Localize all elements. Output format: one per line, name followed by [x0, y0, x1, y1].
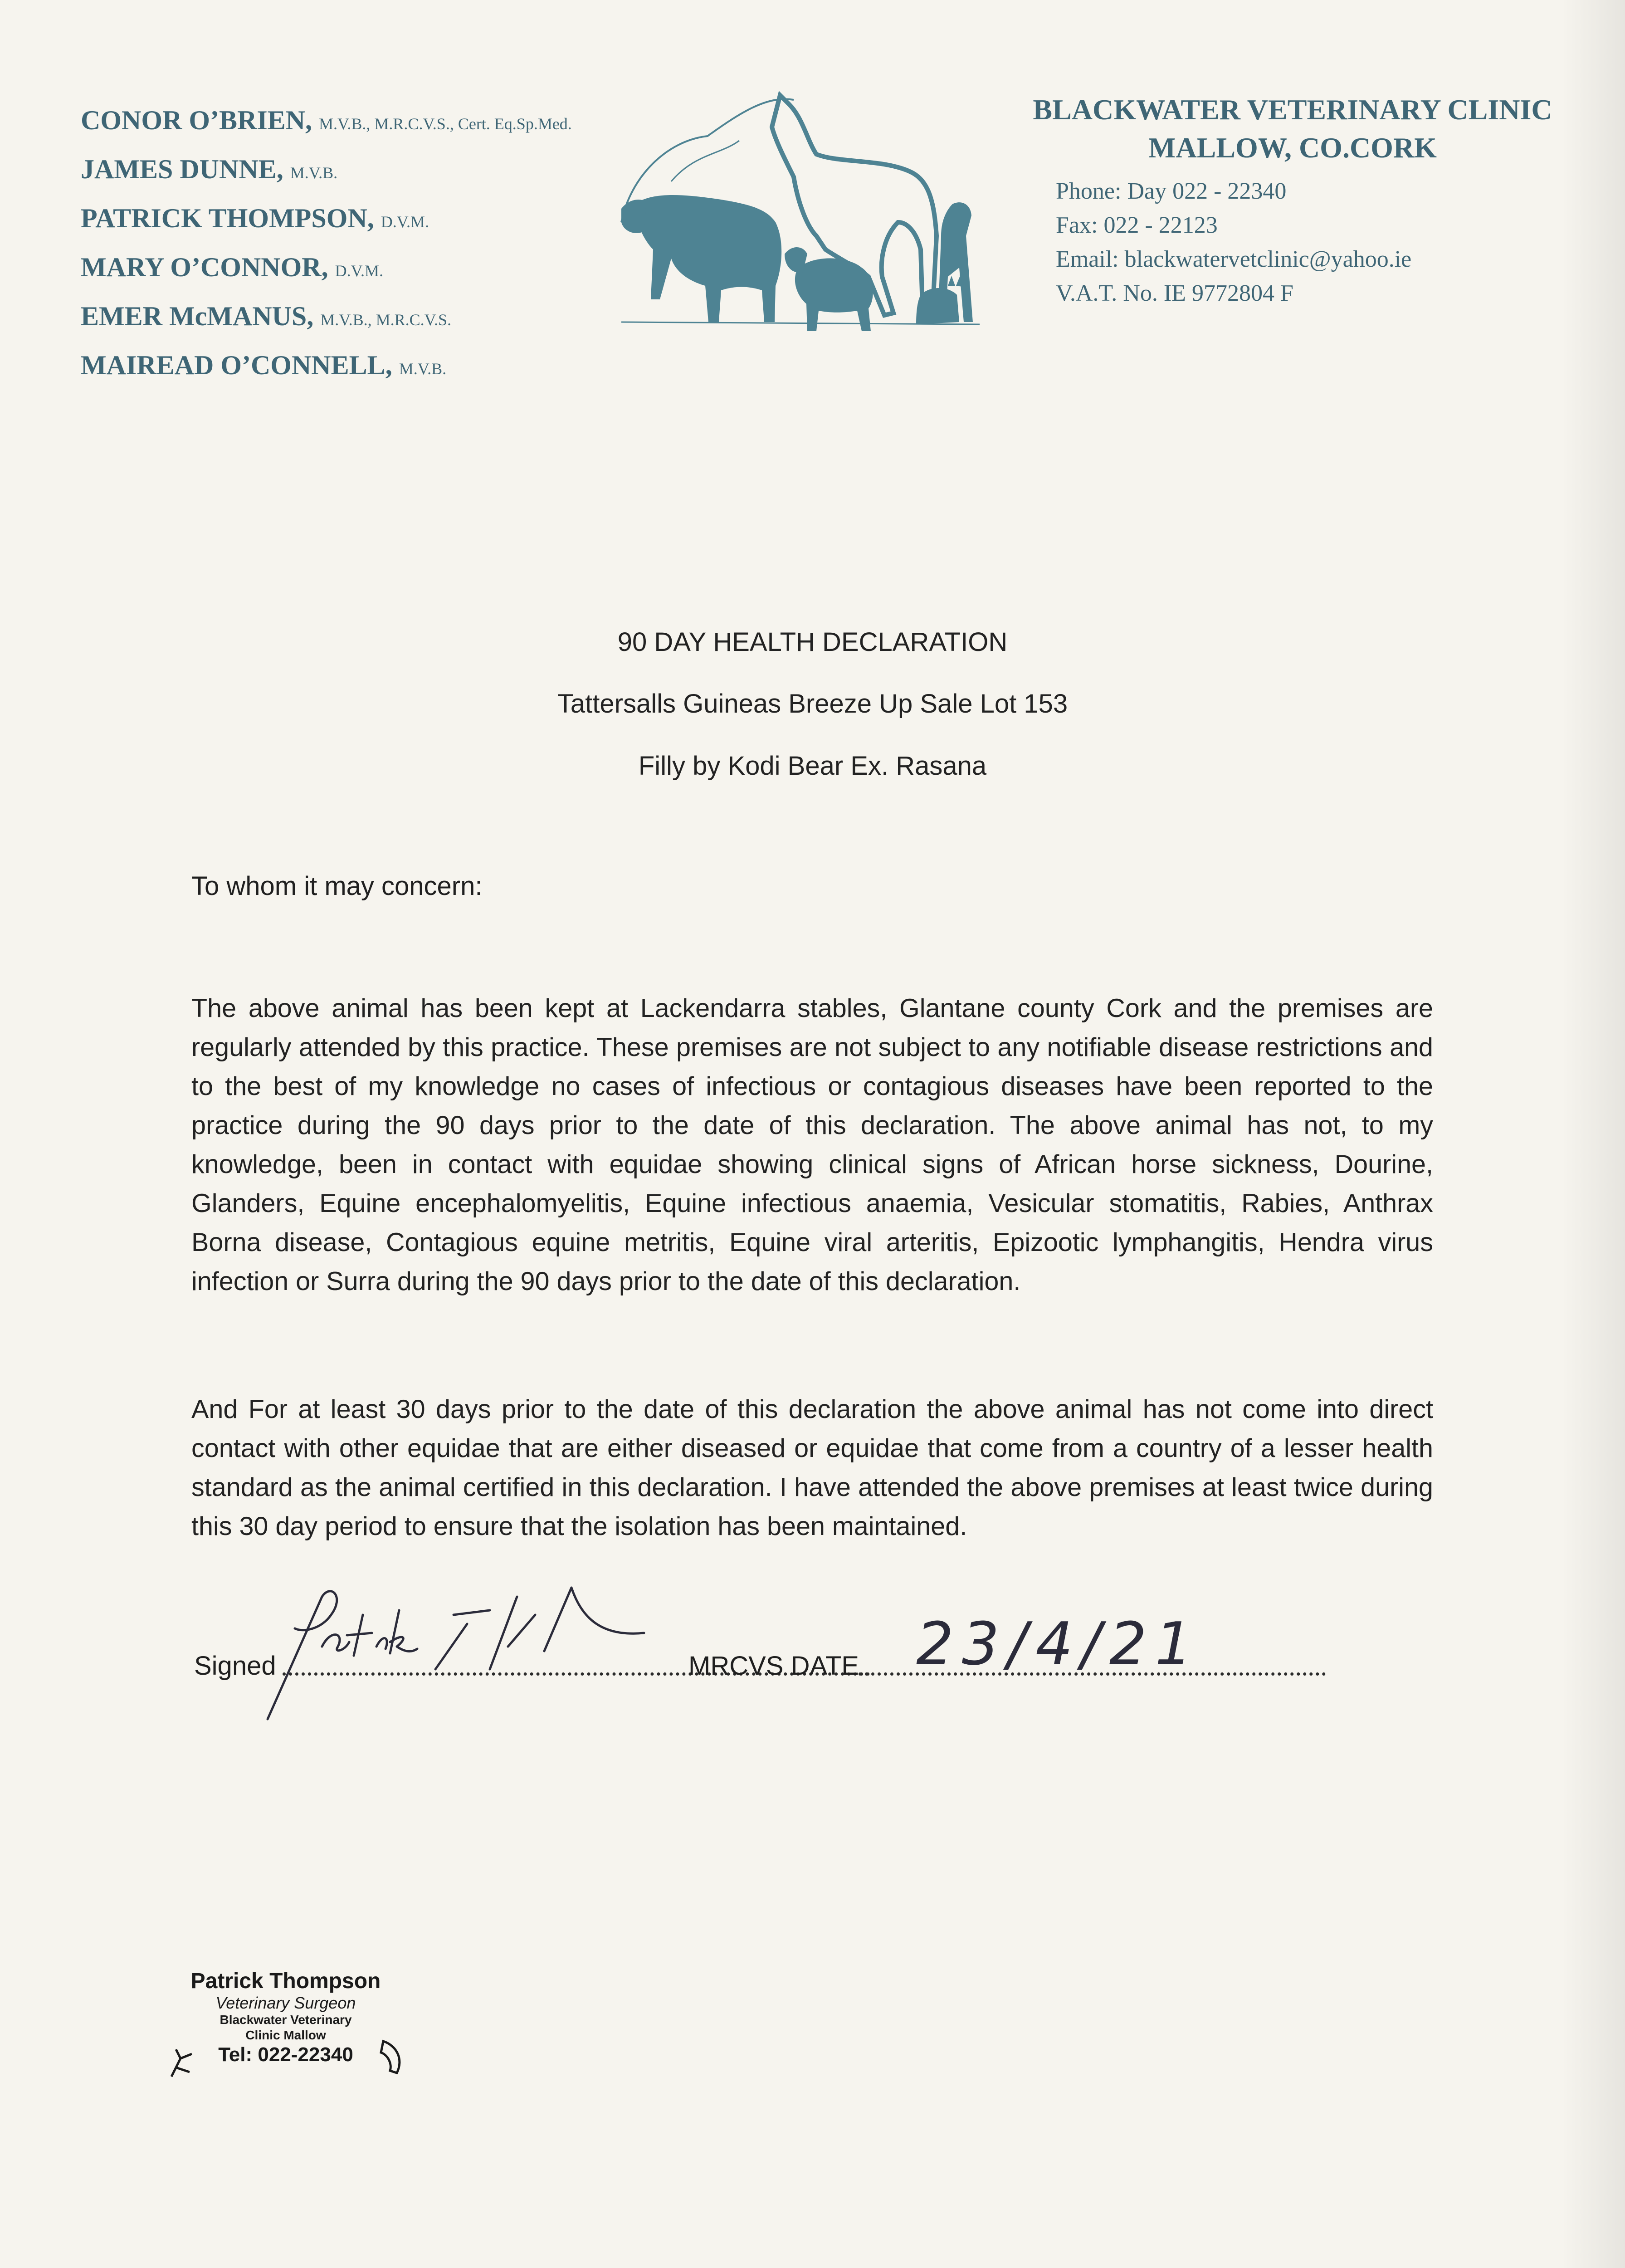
vet-qualifications: M.V.B. [290, 164, 338, 182]
vet-name: EMER McMANUS, [81, 301, 314, 331]
clinic-fax: Fax: 022 - 22123 [1056, 212, 1218, 238]
document-title: 90 DAY HEALTH DECLARATION [617, 627, 1008, 657]
vet-name: PATRICK THOMPSON, [81, 203, 374, 233]
animals-logo-icon [603, 86, 1002, 340]
clinic-email: Email: blackwatervetclinic@yahoo.ie [1056, 246, 1412, 272]
salutation: To whom it may concern: [191, 871, 483, 901]
vet-name: MARY O’CONNOR, [81, 252, 328, 282]
stamp-animal-icon [167, 2040, 199, 2081]
vet-name: CONOR O’BRIEN, [81, 105, 312, 135]
vet-stamp [168, 1969, 404, 2087]
declaration-paragraph-1: The above animal has been kept at Lackendarra stables, Glantane county Cork and the premises are regularly attended by this practice. These premises are not subject to any notifiable disease restrictions and to the best of my knowledge no cases of infectious or contagious diseases have been reported to the practice during the 90 days prior to the date of this declaration. The above animal has not, to my knowledge, been in contact with equidae showing clinical signs of African horse sickness, Dourine, Glanders, Equine encephalomyelitis, Equine infectious anaemia, Vesicular stomatitis, Rabies, Anthrax Borna disease, Contagious equine metritis, Equine viral arteritis, Epizootic lymphangitis, Hendra virus infection or Surra during the 90 days prior to the date of this declaration. [191, 994, 1433, 1296]
stamp-tel: Tel: 022-22340 [218, 2043, 353, 2066]
vet-name: MAIREAD O’CONNELL, [81, 350, 392, 380]
handwritten-signature [254, 1569, 689, 1733]
vet-qualifications: D.V.M. [335, 262, 383, 280]
vet-entry [81, 98, 572, 147]
vet-entry [81, 293, 572, 342]
vet-entry [81, 147, 572, 196]
animal-description: Filly by Kodi Bear Ex. Rasana [638, 751, 987, 781]
stamp-name: Patrick Thompson [190, 1969, 381, 1993]
sale-reference: Tattersalls Guineas Breeze Up Sale Lot 153 [557, 689, 1068, 719]
stamp-clinic-line-1: Blackwater Veterinary [220, 2013, 352, 2027]
handwritten-date: 23/4/21 [916, 1609, 1201, 1678]
vet-entry [81, 244, 572, 293]
contact-details [1056, 174, 1569, 310]
vet-entry [81, 196, 572, 244]
vet-qualifications: D.V.M. [381, 213, 429, 231]
mrcvs-date-label: MRCVS DATE [688, 1651, 859, 1681]
vet-entry [81, 342, 572, 391]
clinic-vat: V.A.T. No. IE 9772804 F [1056, 280, 1293, 306]
stamp-horse-head-icon [374, 2037, 406, 2077]
clinic-info [1016, 91, 1569, 310]
paper-edge-shadow [1562, 0, 1625, 2268]
vet-name: JAMES DUNNE, [81, 154, 283, 184]
signed-label: Signed [194, 1651, 276, 1681]
vet-qualifications: M.V.B., M.R.C.V.S. [320, 311, 452, 329]
vet-qualifications: M.V.B., M.R.C.V.S., Cert. Eq.Sp.Med. [319, 115, 572, 133]
clinic-phone: Phone: Day 022 - 22340 [1056, 178, 1287, 204]
stamp-role: Veterinary Surgeon [215, 1994, 356, 2012]
vet-qualifications: M.V.B. [399, 360, 447, 378]
declaration-paragraph-2: And For at least 30 days prior to the date of this declaration the above animal has not come into direct contact with other equidae that are either diseased or equidae that come from a country of a lesser health standard as the animal certified in this declaration. I have attended the above premises at least twice during this 30 day period to ensure that the isolation has been maintained. [191, 1395, 1433, 1541]
vets-list [81, 98, 572, 391]
stamp-clinic-line-2: Clinic Mallow [245, 2028, 326, 2042]
clinic-name: BLACKWATER VETERINARY CLINIC [1033, 93, 1552, 126]
clinic-location: MALLOW, CO.CORK [1148, 132, 1437, 164]
